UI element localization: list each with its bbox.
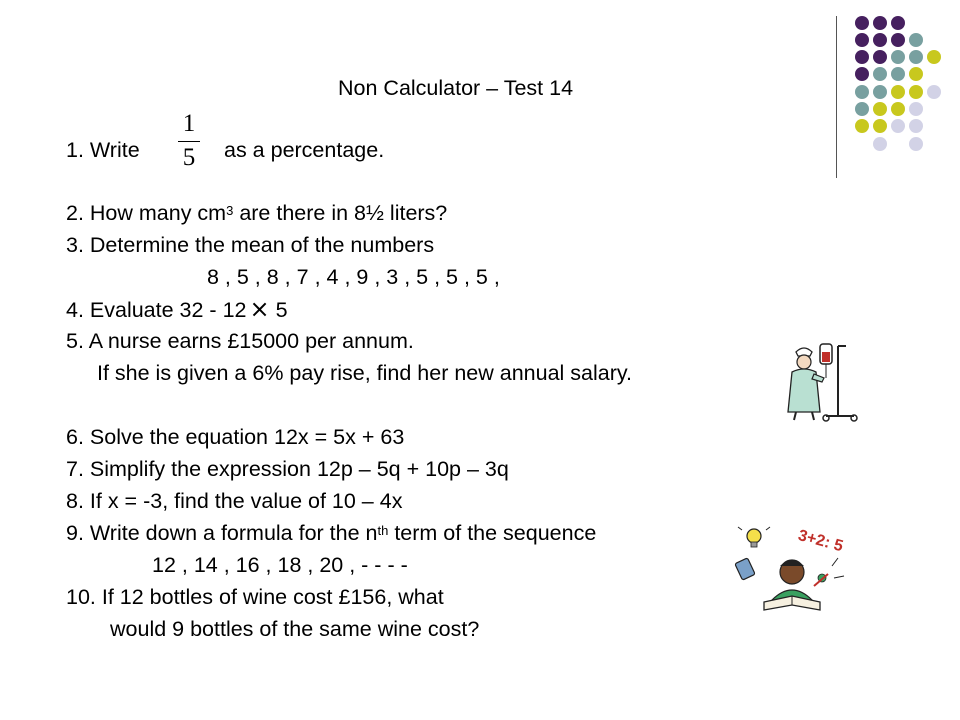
fraction-denominator: 5 [182, 144, 196, 171]
dot [873, 85, 887, 99]
dot [891, 16, 905, 30]
question-7: 7. Simplify the expression 12p – 5q + 10p – 3q [66, 457, 509, 481]
question-2-text-a: 2. How many cm [66, 201, 227, 225]
dot [855, 16, 869, 30]
dot [873, 33, 887, 47]
dot [891, 67, 905, 81]
dot [891, 85, 905, 99]
student-board-text: 3+2: 5 [796, 527, 845, 556]
dot [873, 16, 887, 30]
dot [927, 85, 941, 99]
question-9-text-b: term of the sequence [388, 521, 597, 545]
superscript-cubed: 3 [226, 203, 234, 218]
question-4-text-b: 5 [269, 298, 288, 322]
nurse-clipart [776, 338, 866, 424]
dot [873, 67, 887, 81]
question-4 [66, 296, 288, 323]
question-6: 6. Solve the equation 12x = 5x + 63 [66, 425, 405, 449]
dot [909, 119, 923, 133]
page-title: Non Calculator – Test 14 [338, 76, 574, 100]
dot [873, 119, 887, 133]
question-3-numbers: 8 , 5 , 8 , 7 , 4 , 9 , 3 , 5 , 5 , 5 , [207, 265, 500, 289]
fraction-one-fifth [176, 110, 202, 172]
dot [873, 50, 887, 64]
question-1-suffix: as a percentage. [224, 138, 385, 162]
fraction-bar [178, 141, 200, 142]
dot [891, 33, 905, 47]
dot [855, 102, 869, 116]
dot [891, 50, 905, 64]
dot [909, 67, 923, 81]
dot [909, 85, 923, 99]
question-5: 5. A nurse earns £15000 per annum. [66, 329, 414, 353]
dot [873, 137, 887, 151]
question-2-text-b: are there in 8½ liters? [233, 201, 448, 225]
dot [891, 119, 905, 133]
question-10-continued: would 9 bottles of the same wine cost? [110, 617, 480, 641]
dot [855, 119, 869, 133]
dot [909, 137, 923, 151]
student-clipart [732, 520, 872, 620]
dot [855, 85, 869, 99]
multiply-sign: × [249, 295, 270, 323]
dot [927, 50, 941, 64]
dot [909, 50, 923, 64]
decorative-divider [836, 16, 837, 178]
superscript-th: th [377, 523, 389, 538]
dot [891, 102, 905, 116]
question-2 [66, 200, 447, 226]
dot [855, 67, 869, 81]
dot [855, 50, 869, 64]
dot [909, 102, 923, 116]
question-5-continued: If she is given a 6% pay rise, find her new annual salary. [97, 361, 633, 385]
question-1-prefix: 1. Write [66, 138, 140, 162]
question-8: 8. If x = -3, find the value of 10 – 4x [66, 489, 403, 513]
dot [873, 102, 887, 116]
question-9 [66, 520, 596, 546]
question-4-text-a: 4. Evaluate 32 - 12 [66, 298, 247, 322]
dot [855, 33, 869, 47]
question-10: 10. If 12 bottles of wine cost £156, what [66, 585, 444, 609]
fraction-numerator: 1 [182, 110, 196, 137]
question-3: 3. Determine the mean of the numbers [66, 233, 435, 257]
dot [909, 33, 923, 47]
question-9-sequence: 12 , 14 , 16 , 18 , 20 , - - - - [152, 553, 408, 577]
question-9-text-a: 9. Write down a formula for the n [66, 521, 378, 545]
